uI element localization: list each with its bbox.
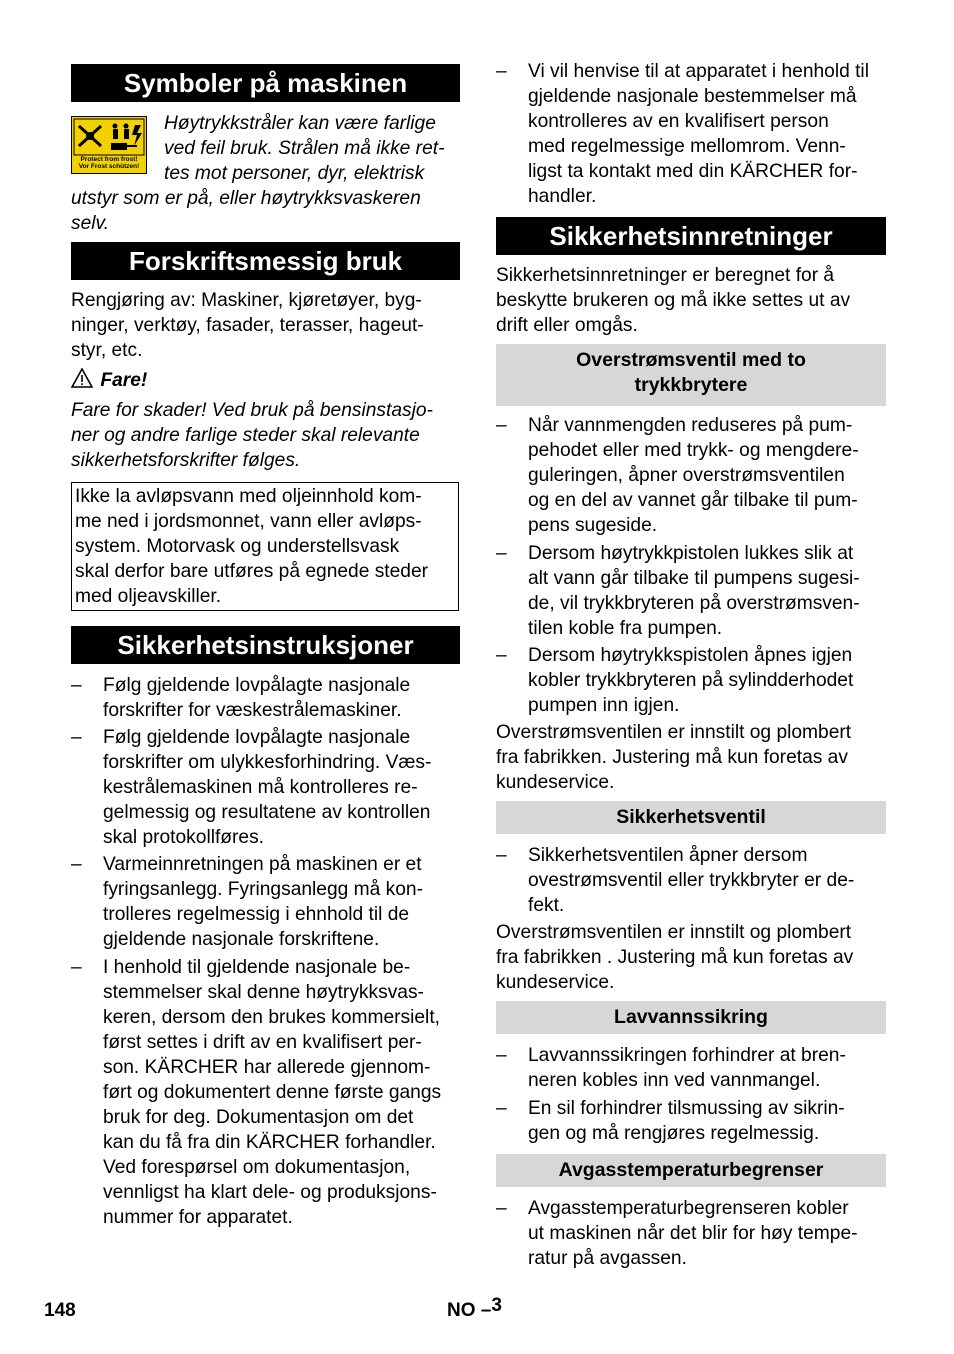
list-item: [71, 725, 460, 850]
list-item-text: Følg gjeldende lovpålagte nasjonale forskrifter for væskestrålemaskiner.: [103, 675, 411, 721]
heading-intended-use: Forskriftsmessig bruk: [71, 242, 460, 280]
subheading-safety-valve: Sikkerhetsventil: [496, 801, 886, 834]
symbol-warning-text: Høytrykkstråler kan være farlige ved feil bruk. Strålen må ikke ret- tes mot personer, dyr, elektrisk: [164, 113, 445, 184]
list-dash: –: [71, 854, 82, 875]
environment-notice-box: Ikke la avløpsvann med oljeinnhold kom- me ned i jordsmonnet, vann eller avløps- system. Motorvask og understellsvask skal derfor bare utføres på egnede steder med oljeavskiller.: [71, 482, 459, 611]
list-item: [496, 843, 886, 918]
danger-line: [71, 368, 147, 395]
list-item-text: Følg gjeldende lovpålagte nasjonale forskrifter om ulykkesforhindring. Væs- kestrålemaskinen må kontrolleres re- gelmessig og resultatene av kontrollen skal protokollføres.: [103, 727, 432, 848]
list-item-text: Dersom høytrykkspistolen åpnes igjen kobler trykkbryteren på sylindderhodet pumpen inn igjen.: [528, 645, 854, 716]
list-dash: –: [71, 957, 82, 978]
list-dash: –: [496, 1198, 507, 1219]
safety-devices-text: Sikkerhetsinnretninger er beregnet for å beskytte brukeren og må ikke settes ut av drift eller omgås.: [496, 265, 851, 336]
list-item: [496, 643, 886, 718]
safety-valve-text: Overstrømsventilen er innstilt og plombert fra fabrikken . Justering må kun foretas av kundeservice.: [496, 922, 854, 993]
list-dash: –: [496, 645, 507, 666]
list-item-text: Vi vil henvise til at apparatet i henhold til gjeldende nasjonale bestemmelser må kontrolleres av en kvalifisert person med regelmessige mellomrom. Venn- ligst ta kontakt med din KÄRCHER for- handler.: [528, 61, 869, 207]
list-item-text: En sil forhindrer tilsmussing av sikrin- gen og må rengjøres regelmessig.: [528, 1098, 845, 1144]
icon-label-line2: Vor Frost schützen!: [78, 163, 140, 170]
list-dash: –: [71, 727, 82, 748]
list-item-text: Når vannmengden reduseres på pum- pehodet eller med trykk- og mengdere- guleringen, åpner overstrømsventilen og en del av vannet går tilbake til pum- pens sugeside.: [528, 415, 859, 536]
list-dash: –: [496, 1098, 507, 1119]
list-dash: –: [496, 415, 507, 436]
list-item: [496, 1043, 886, 1093]
list-item: [496, 413, 886, 538]
list-dash: –: [496, 61, 507, 82]
list-item: [496, 59, 886, 209]
list-item-text: Lavvannssikringen forhindrer at bren- neren kobles inn ved vannmangel.: [528, 1045, 846, 1091]
danger-label: Fare!: [100, 370, 148, 391]
heading-symbols: Symboler på maskinen: [71, 64, 460, 102]
pressure-warning-label-icon: [71, 116, 147, 174]
list-dash: –: [71, 675, 82, 696]
footer-lang-code: NO: [447, 1300, 476, 1321]
footer-dash: –: [480, 1300, 492, 1321]
subheading-overflow-valve: Overstrømsventil med to trykkbrytere: [496, 344, 886, 406]
subheading-exhaust-limiter: Avgasstemperaturbegrenser: [496, 1154, 886, 1187]
overflow-valve-text: Overstrømsventilen er innstilt og plombert fra fabrikken. Justering må kun foretas av kundeservice.: [496, 722, 852, 793]
list-dash: –: [496, 845, 507, 866]
warning-triangle-icon: [71, 368, 95, 395]
list-item: [496, 1096, 886, 1146]
heading-safety-instructions: Sikkerhetsinstruksjoner: [71, 626, 460, 664]
list-item: [71, 852, 460, 952]
list-item-text: Avgasstemperaturbegrenseren kobler ut maskinen når det blir for høy tempe- ratur på avgassen.: [528, 1198, 858, 1269]
heading-safety-devices: Sikkerhetsinnretninger: [496, 217, 886, 255]
subheading-low-water: Lavvannssikring: [496, 1001, 886, 1034]
list-item: [71, 955, 460, 1230]
icon-label-line1: Protect from frost!: [80, 156, 138, 163]
list-dash: –: [496, 1045, 507, 1066]
list-item: [71, 673, 460, 723]
list-item: [496, 1196, 886, 1271]
symbol-warning-text-cont: utstyr som er på, eller høytrykksvaskeren selv.: [71, 188, 421, 234]
list-item-text: I henhold til gjeldende nasjonale be- stemmelser skal denne høytrykksvas- keren, dersom den brukes kommersielt, først settes i drift av en kvalifisert per- son. KÄRCHER har allerede gjennom- ført og dokumentert denne første gangs bruk for deg. Dokumentasjon om det kan du få fra din KÄRCHER forhandler. Ved forespørsel om dokumentasjon, vennligst ha klart dele- og produksjons- nummer for apparatet.: [103, 957, 442, 1228]
footer-section-num: 3: [491, 1295, 502, 1316]
list-item-text: Sikkerhetsventilen åpner dersom ovestrømsventil eller trykkbryter er de- fekt.: [528, 845, 855, 916]
list-dash: –: [496, 543, 507, 564]
list-item: [496, 541, 886, 641]
footer-lang: [447, 1295, 502, 1322]
page-number: 148: [44, 1300, 76, 1321]
list-item-text: Varmeinnretningen på maskinen er et fyringsanlegg. Fyringsanlegg må kon- trolleres regelmessig i ehnhold til de gjeldende nasjonale forskriftene.: [103, 854, 423, 950]
list-item-text: Dersom høytrykkpistolen lukkes slik at alt vann går tilbake til pumpens sugesi- de, vil trykkbryteren på overstrømsven- tilen koble fra pumpen.: [528, 543, 860, 639]
danger-text: Fare for skader! Ved bruk på bensinstasjo- ner og andre farlige steder skal relevante sikkerhetsforskrifter følges.: [71, 400, 433, 471]
intended-use-text: Rengjøring av: Maskiner, kjøretøyer, byg- ninger, verktøy, fasader, terasser, hageut- styr, etc.: [71, 290, 424, 361]
